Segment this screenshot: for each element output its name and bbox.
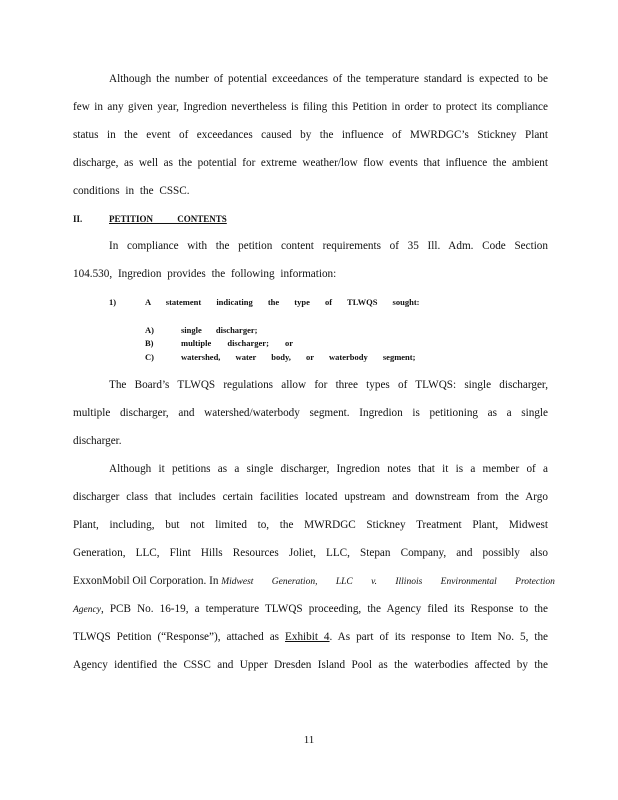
exhibit-link[interactable]: Exhibit 4	[285, 631, 330, 643]
paragraph-4-line-4: Generation, LLC, Flint Hills Resources Joliet, LLC, Stepan Company, and possibly also	[73, 547, 548, 559]
option-a-text: single discharger;	[181, 325, 258, 335]
option-b-text: multiple discharger; or	[181, 338, 294, 348]
option-c-letter: C)	[145, 352, 154, 362]
paragraph-4-line-5	[73, 574, 555, 589]
option-c-text: watershed, water body, or waterbody segment;	[181, 352, 416, 362]
section-number: II.	[73, 214, 83, 224]
paragraph-4-line-3: Plant, including, but not limited to, the MWRDGC Stickney Treatment Plant, Midwest	[73, 519, 548, 531]
paragraph-1-line-2: few in any given year, Ingredion nevertheless is filing this Petition in order to protect its compliance	[73, 101, 548, 113]
paragraph-4-line-2: discharger class that includes certain facilities located upstream and downstream from the Argo	[73, 491, 548, 503]
paragraph-4-line-1: Although it petitions as a single discharger, Ingredion notes that it is a member of a	[109, 463, 548, 475]
item-1-number: 1)	[109, 297, 117, 307]
paragraph-4-line-7-rest: . As part of its response to Item No. 5, the	[329, 631, 548, 643]
paragraph-4-line-6-text: , PCB No. 16-19, a temperature TLWQS proceeding, the Agency filed its Response to the	[100, 603, 548, 615]
paragraph-4-line-6	[73, 602, 548, 617]
paragraph-3-line-3: discharger.	[73, 435, 122, 447]
page-number: 11	[303, 734, 315, 746]
paragraph-4-line-5-text: ExxonMobil Oil Corporation. In	[73, 575, 219, 587]
paragraph-2-line-2: 104.530, Ingredion provides the following information:	[73, 268, 337, 280]
paragraph-3-line-1: The Board’s TLWQS regulations allow for three types of TLWQS: single discharger,	[109, 379, 548, 391]
case-name: Midwest Generation, LLC v. Illinois Environmental Protection	[221, 577, 555, 587]
paragraph-1-line-3: status in the event of exceedances caused by the influence of MWRDGC’s Stickney Plant	[73, 129, 548, 141]
item-1-text: A statement indicating the type of TLWQS sought:	[145, 297, 420, 307]
paragraph-3-line-2: multiple discharger, and watershed/waterbody segment. Ingredion is petitioning as a single	[73, 407, 548, 419]
option-a-letter: A)	[145, 325, 154, 335]
paragraph-4-line-7-text: TLWQS Petition (“Response”), attached as	[73, 631, 280, 643]
paragraph-1-line-5: conditions in the CSSC.	[73, 185, 190, 197]
paragraph-4-line-8: Agency identified the CSSC and Upper Dresden Island Pool as the waterbodies affected by the	[73, 659, 548, 671]
section-title: PETITION CONTENTS	[109, 214, 227, 224]
paragraph-1-line-1: Although the number of potential exceedances of the temperature standard is expected to be	[109, 73, 548, 85]
option-b-letter: B)	[145, 338, 154, 348]
case-name-end: Agency	[73, 605, 101, 615]
paragraph-1-line-4: discharge, as well as the potential for extreme weather/low flow events that influence the ambient	[73, 157, 548, 169]
paragraph-4-line-7	[73, 630, 548, 644]
paragraph-2-line-1: In compliance with the petition content requirements of 35 Ill. Adm. Code Section	[109, 240, 548, 252]
